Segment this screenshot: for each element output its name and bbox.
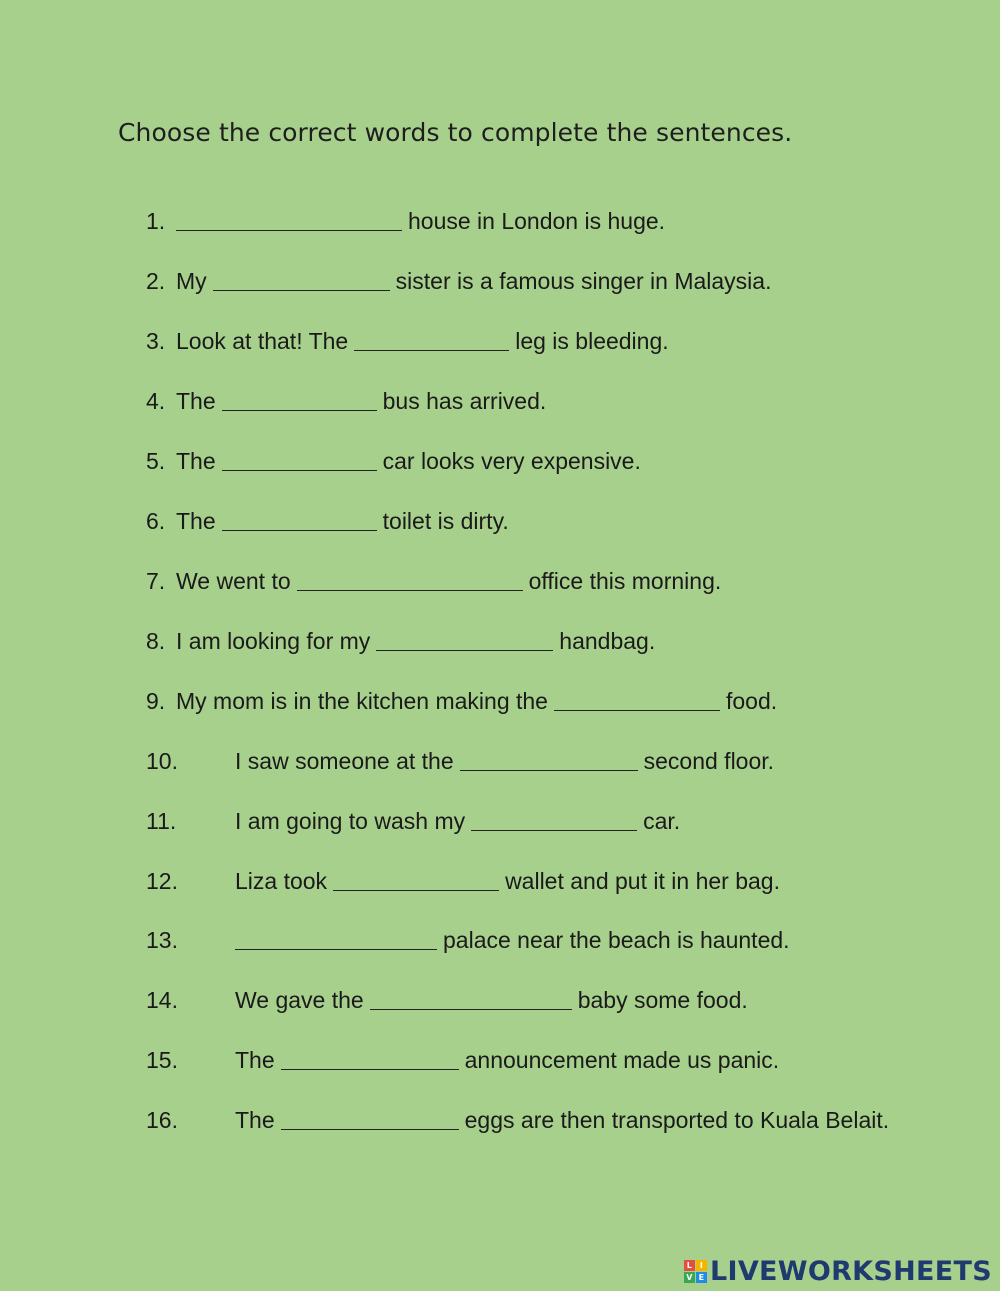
answer-blank[interactable]: [281, 1050, 459, 1070]
question-item: [146, 506, 509, 536]
question-number: 16.: [146, 1107, 178, 1133]
question-text-after: car.: [643, 808, 681, 834]
question-item: [146, 806, 680, 836]
answer-blank[interactable]: [176, 211, 402, 231]
question-text-before: My: [176, 268, 207, 294]
answer-blank[interactable]: [460, 751, 638, 771]
logo-text: LIVEWORKSHEETS: [709, 1256, 992, 1287]
question-item: [146, 206, 665, 236]
question-text-after: office this morning.: [528, 568, 722, 594]
question-text-before: The: [235, 1107, 275, 1133]
question-text-after: eggs are then transported to Kuala Belait.: [464, 1107, 890, 1133]
question-item: [146, 326, 669, 356]
question-text-before: My mom is in the kitchen making the: [176, 688, 548, 714]
question-text-after: second floor.: [643, 748, 775, 774]
answer-blank[interactable]: [554, 691, 720, 711]
question-text-before: Look at that! The: [176, 328, 349, 354]
question-item: [146, 866, 780, 896]
question-text-before: We went to: [176, 568, 291, 594]
logo-mark-cell: V: [684, 1272, 695, 1283]
question-item: [146, 566, 721, 596]
liveworksheets-logo: [684, 1256, 992, 1287]
answer-blank[interactable]: [471, 811, 637, 831]
answer-blank[interactable]: [235, 930, 437, 950]
question-item: [146, 686, 777, 716]
question-text-before: I am going to wash my: [235, 808, 466, 834]
question-text-before: The: [176, 388, 216, 414]
question-text-after: bus has arrived.: [382, 388, 547, 414]
question-text-after: toilet is dirty.: [382, 508, 509, 534]
question-number: 14.: [146, 987, 178, 1013]
liveworksheets-logo-icon: [684, 1260, 707, 1283]
question-text-after: baby some food.: [577, 987, 748, 1013]
question-number: 1.: [146, 208, 166, 234]
answer-blank[interactable]: [376, 631, 553, 651]
question-text-before: The: [176, 508, 216, 534]
answer-blank[interactable]: [213, 271, 390, 291]
question-text-after: palace near the beach is haunted.: [443, 927, 790, 953]
question-number: 11.: [146, 808, 177, 834]
logo-mark-cell: I: [696, 1260, 707, 1271]
answer-blank[interactable]: [222, 511, 377, 531]
answer-blank[interactable]: [222, 451, 377, 471]
question-text-after: food.: [725, 688, 778, 714]
instructions-heading: Choose the correct words to complete the sentences.: [118, 118, 793, 147]
logo-mark-cell: E: [696, 1272, 707, 1283]
question-item: [146, 1105, 889, 1135]
question-text-before: Liza took: [235, 868, 328, 894]
question-text-before: I saw someone at the: [235, 748, 454, 774]
question-text-after: car looks very expensive.: [382, 448, 641, 474]
answer-blank[interactable]: [222, 391, 377, 411]
question-text-after: handbag.: [559, 628, 656, 654]
question-text-after: sister is a famous singer in Malaysia.: [395, 268, 772, 294]
answer-blank[interactable]: [370, 990, 572, 1010]
question-number: 5.: [146, 448, 166, 474]
question-text-after: house in London is huge.: [408, 208, 666, 234]
question-item: [146, 446, 641, 476]
logo-mark-cell: L: [684, 1260, 695, 1271]
question-item: [146, 266, 771, 296]
question-number: 6.: [146, 508, 166, 534]
question-number: 7.: [146, 568, 166, 594]
question-number: 15.: [146, 1047, 178, 1073]
question-text-after: leg is bleeding.: [515, 328, 669, 354]
question-item: [146, 386, 546, 416]
question-number: 12.: [146, 868, 178, 894]
question-number: 4.: [146, 388, 166, 414]
question-text-before: The: [235, 1047, 275, 1073]
answer-blank[interactable]: [297, 571, 523, 591]
answer-blank[interactable]: [354, 331, 509, 351]
question-number: 9.: [146, 688, 166, 714]
question-item: [146, 925, 790, 955]
question-number: 13.: [146, 927, 178, 953]
question-number: 10.: [146, 748, 178, 774]
question-item: [146, 626, 655, 656]
question-text-before: I am looking for my: [176, 628, 371, 654]
question-item: [146, 985, 748, 1015]
question-number: 3.: [146, 328, 166, 354]
question-number: 2.: [146, 268, 166, 294]
question-text-after: announcement made us panic.: [464, 1047, 780, 1073]
question-text-after: wallet and put it in her bag.: [505, 868, 780, 894]
question-item: [146, 1045, 779, 1075]
answer-blank[interactable]: [281, 1110, 459, 1130]
question-text-before: The: [176, 448, 216, 474]
answer-blank[interactable]: [333, 871, 499, 891]
question-number: 8.: [146, 628, 166, 654]
question-text-before: We gave the: [235, 987, 364, 1013]
question-item: [146, 746, 774, 776]
